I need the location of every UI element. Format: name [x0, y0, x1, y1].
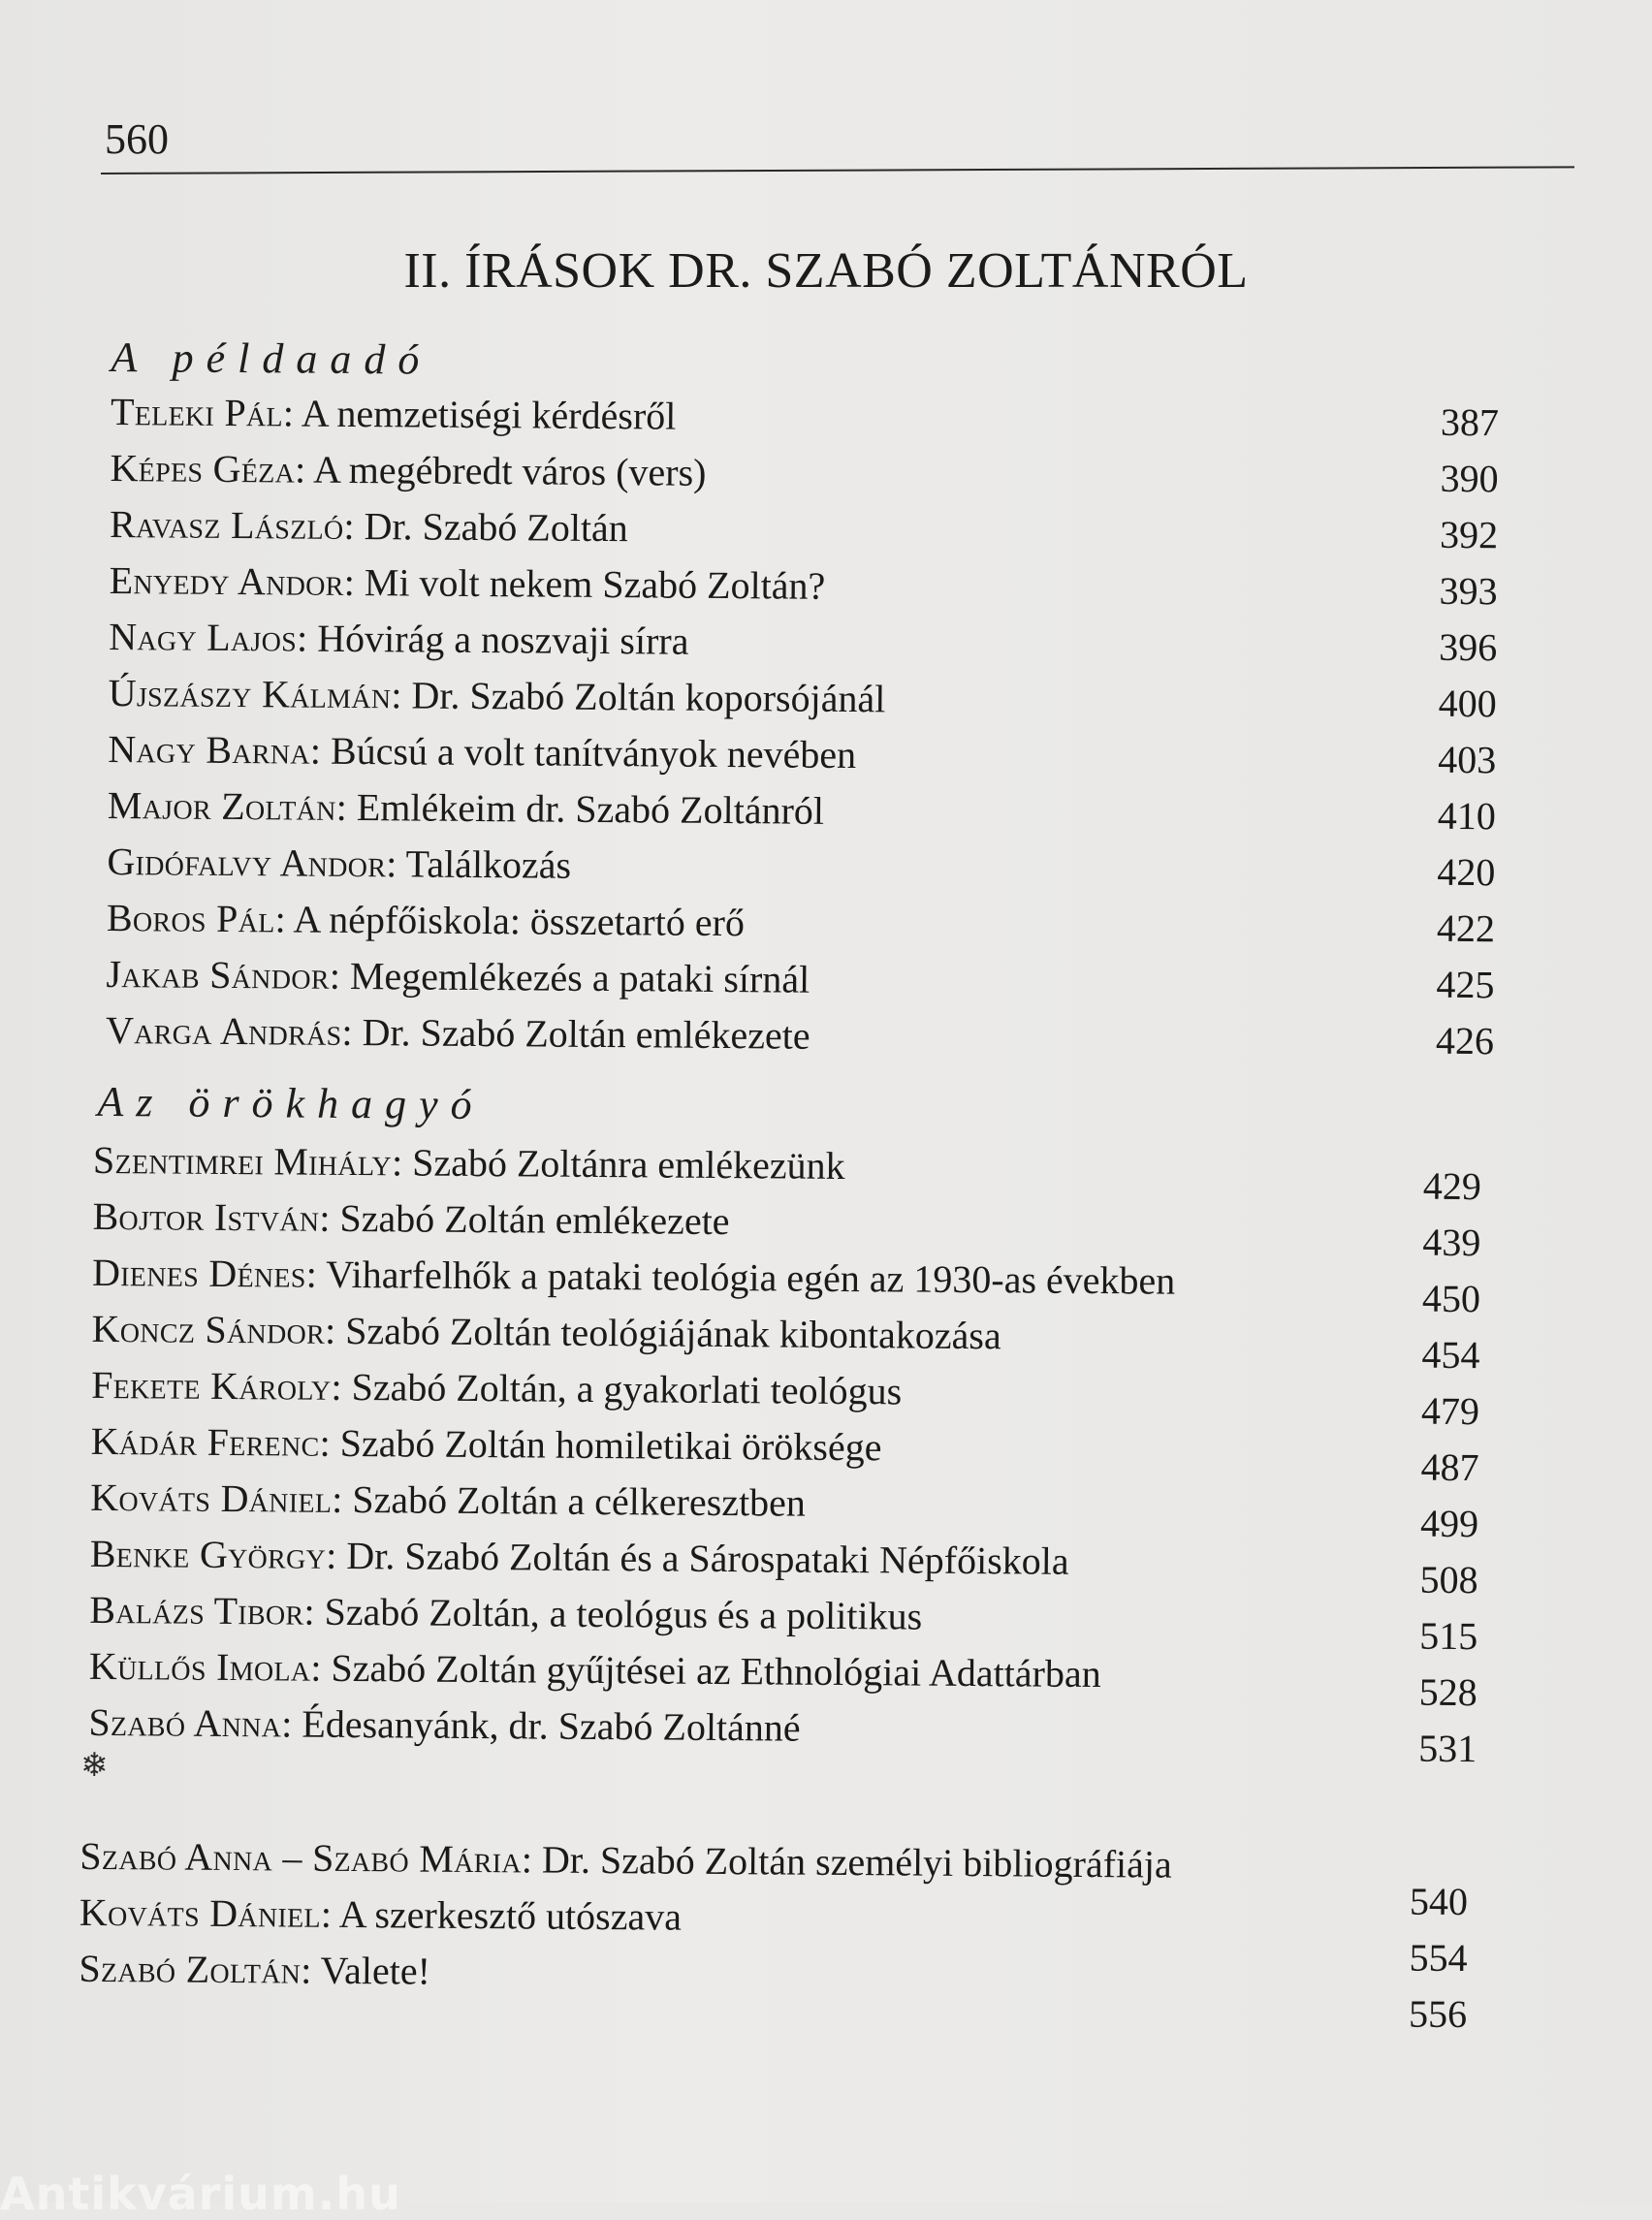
- entry-page: 425: [1436, 962, 1495, 1007]
- entry-author: Benke György: [89, 1531, 327, 1577]
- toc-entry: Szabó Anna – Szabó Mária: Dr. Szabó Zoltán személyi bibliográfiája: [79, 1833, 1172, 1887]
- entry-author: Enyedy Andor: [109, 558, 344, 604]
- toc-entry: Major Zoltán: Emlékeim dr. Szabó Zoltánról: [107, 783, 825, 833]
- entry-author: Dienes Dénes: [91, 1250, 306, 1296]
- snowflake-separator-icon: ❄: [79, 1745, 109, 1786]
- entry-page: 410: [1437, 793, 1497, 839]
- toc-entry: Szabó Zoltán: Valete!: [79, 1946, 431, 1993]
- entry-title: Találkozás: [405, 841, 572, 887]
- entry-author: Koncz Sándor: [91, 1306, 326, 1352]
- entry-title: Szabó Zoltán, a teológus és a politikus: [324, 1589, 923, 1638]
- entry-title: Szabó Zoltánra emlékezünk: [412, 1140, 845, 1188]
- entry-title: A népfőiskola: összetartó erő: [293, 897, 746, 945]
- entry-title: Emlékeim dr. Szabó Zoltánról: [356, 785, 825, 833]
- entry-title: Szabó Zoltán emlékezete: [339, 1195, 730, 1244]
- entry-title: Dr. Szabó Zoltán: [364, 504, 628, 551]
- entry-author: Kováts Dániel: [79, 1889, 322, 1936]
- entry-title: A nemzetiségi kérdésről: [301, 391, 677, 438]
- toc-entry: Ravasz László: Dr. Szabó Zoltán: [109, 502, 628, 551]
- entry-author: Boros Pál: [106, 896, 275, 941]
- entry-page: 439: [1422, 1220, 1481, 1265]
- entry-author: Nagy Lajos: [109, 615, 298, 660]
- entry-title: Édesanyánk, dr. Szabó Zoltánné: [302, 1701, 801, 1750]
- toc-entry: Balázs Tibor: Szabó Zoltán, a teológus és a politikus: [89, 1587, 923, 1638]
- entry-title: Búcsú a volt tanítványok nevében: [330, 728, 857, 777]
- toc-entry: Képes Géza: A megébredt város (vers): [110, 446, 707, 494]
- entry-page: 515: [1419, 1613, 1478, 1659]
- entry-page: 390: [1440, 456, 1499, 501]
- page-number: 560: [105, 115, 169, 163]
- entry-author: Szabó Anna – Szabó Mária: [79, 1833, 523, 1882]
- toc-entry: Koncz Sándor: Szabó Zoltán teológiájának kibontakozása: [91, 1306, 1001, 1358]
- toc-entry: Szabó Anna: Édesanyánk, dr. Szabó Zoltánné: [88, 1699, 801, 1750]
- entry-page: 556: [1408, 1991, 1468, 2037]
- entry-author: Teleki Pál: [110, 390, 284, 435]
- entry-author: Nagy Barna: [108, 727, 311, 773]
- entry-page: 508: [1419, 1557, 1478, 1602]
- entry-page: 479: [1420, 1388, 1480, 1434]
- toc-entry: Bojtor István: Szabó Zoltán emlékezete: [92, 1193, 730, 1244]
- entry-page: 426: [1435, 1018, 1495, 1063]
- entry-title: Mi volt nekem Szabó Zoltán?: [364, 560, 826, 608]
- entry-author: Ravasz László: [109, 502, 344, 548]
- entry-page: 429: [1422, 1163, 1482, 1209]
- entry-page: 528: [1418, 1669, 1477, 1715]
- watermark: Antikvárium.hu: [0, 2168, 401, 2220]
- entry-author: Kádár Ferenc: [90, 1418, 320, 1465]
- entry-author: Képes Géza: [110, 446, 296, 492]
- toc-entry: Dienes Dénes: Viharfelhők a pataki teológia egén az 1930-as években: [91, 1250, 1176, 1303]
- entry-page: 450: [1421, 1276, 1481, 1321]
- entry-author: Szabó Anna: [88, 1699, 282, 1746]
- entry-title: Szabó Zoltán teológiájának kibontakozása: [345, 1308, 1001, 1358]
- entry-page: 420: [1437, 849, 1496, 895]
- entry-author: Küllős Imola: [88, 1643, 311, 1690]
- entry-page: 422: [1436, 905, 1496, 951]
- entry-author: Újszászy Kálmán: [108, 671, 392, 717]
- page-title: II. ÍRÁSOK DR. SZABÓ ZOLTÁNRÓL: [403, 243, 1249, 299]
- toc-entry: Kováts Dániel: Szabó Zoltán a célkeresztben: [90, 1475, 807, 1525]
- toc-entry: Nagy Barna: Búcsú a volt tanítványok nevében: [108, 727, 857, 777]
- toc-entry: Fekete Károly: Szabó Zoltán, a gyakorlati teológus: [91, 1362, 903, 1413]
- entry-author: Kováts Dániel: [90, 1475, 333, 1521]
- entry-page: 499: [1419, 1501, 1479, 1546]
- entry-page: 387: [1440, 399, 1500, 445]
- entry-title: Viharfelhők a pataki teológia egén az 1930-as években: [325, 1252, 1176, 1303]
- entry-page: 396: [1439, 624, 1498, 670]
- toc-entry: Jakab Sándor: Megemlékezés a pataki sírnál: [106, 952, 810, 1001]
- entry-author: Fekete Károly: [91, 1362, 332, 1409]
- entry-page: 400: [1438, 681, 1497, 726]
- entry-page: 554: [1409, 1935, 1468, 1981]
- toc-entry: Teleki Pál: A nemzetiségi kérdésről: [110, 390, 677, 438]
- entry-title: Szabó Zoltán homiletikai öröksége: [339, 1420, 882, 1470]
- section-heading-peldaado: A példaadó: [111, 333, 432, 384]
- entry-author: Major Zoltán: [107, 783, 336, 829]
- entry-author: Szabó Zoltán: [79, 1946, 302, 1992]
- entry-author: Balázs Tibor: [89, 1587, 304, 1633]
- toc-entry: Küllős Imola: Szabó Zoltán gyűjtései az Ethnológiai Adattárban: [88, 1643, 1101, 1697]
- entry-author: Szentimrei Mihály: [92, 1137, 393, 1185]
- toc-entry: Kádár Ferenc: Szabó Zoltán homiletikai öröksége: [90, 1418, 882, 1470]
- entry-page: 540: [1409, 1879, 1469, 1924]
- toc-entry: Boros Pál: A népfőiskola: összetartó erő: [106, 896, 746, 945]
- entry-title: Dr. Szabó Zoltán koporsójánál: [411, 673, 886, 721]
- entry-title: Valete!: [320, 1948, 431, 1993]
- entry-page: 403: [1438, 737, 1497, 782]
- entry-title: Dr. Szabó Zoltán és a Sárospataki Népfőiskola: [346, 1533, 1069, 1583]
- toc-entry: Szentimrei Mihály: Szabó Zoltánra emlékezünk: [92, 1137, 845, 1188]
- toc-entry: Gidófalvy Andor: Találkozás: [107, 840, 572, 887]
- entry-page: 393: [1439, 568, 1498, 614]
- entry-title: Dr. Szabó Zoltán személyi bibliográfiája: [541, 1837, 1172, 1887]
- entry-page: 487: [1420, 1444, 1479, 1490]
- toc-entry: Újszászy Kálmán: Dr. Szabó Zoltán koporsójánál: [108, 671, 886, 721]
- entry-author: Varga András: [105, 1007, 342, 1054]
- entry-title: Megemlékezés a pataki sírnál: [349, 953, 810, 1001]
- entry-title: A szerkesztő utószava: [338, 1891, 683, 1939]
- toc-entry: Enyedy Andor: Mi volt nekem Szabó Zoltán?: [109, 558, 826, 608]
- entry-page: 392: [1439, 512, 1499, 557]
- toc-entry: Varga András: Dr. Szabó Zoltán emlékezete: [105, 1007, 810, 1058]
- entry-page: 454: [1421, 1332, 1480, 1378]
- entry-title: Szabó Zoltán gyűjtései az Ethnológiai Adattárban: [331, 1645, 1101, 1697]
- toc-entry: Nagy Lajos: Hóvirág a noszvaji sírra: [109, 615, 689, 663]
- entry-author: Bojtor István: [92, 1193, 320, 1240]
- entry-title: Dr. Szabó Zoltán emlékezete: [362, 1010, 810, 1058]
- toc-entry: Benke György: Dr. Szabó Zoltán és a Sárospataki Népfőiskola: [89, 1531, 1069, 1583]
- entry-page: 531: [1418, 1726, 1477, 1771]
- entry-title: Szabó Zoltán a célkeresztben: [352, 1477, 807, 1525]
- entry-author: Jakab Sándor: [106, 952, 330, 998]
- toc-entry: Kováts Dániel: A szerkesztő utószava: [79, 1889, 683, 1939]
- entry-title: Szabó Zoltán, a gyakorlati teológus: [351, 1365, 903, 1413]
- section-heading-orokhagyo: Az örökhagyó: [97, 1077, 485, 1129]
- entry-title: Hóvirág a noszvaji sírra: [317, 616, 689, 663]
- entry-title: A megébredt város (vers): [312, 447, 707, 494]
- entry-author: Gidófalvy Andor: [107, 840, 387, 886]
